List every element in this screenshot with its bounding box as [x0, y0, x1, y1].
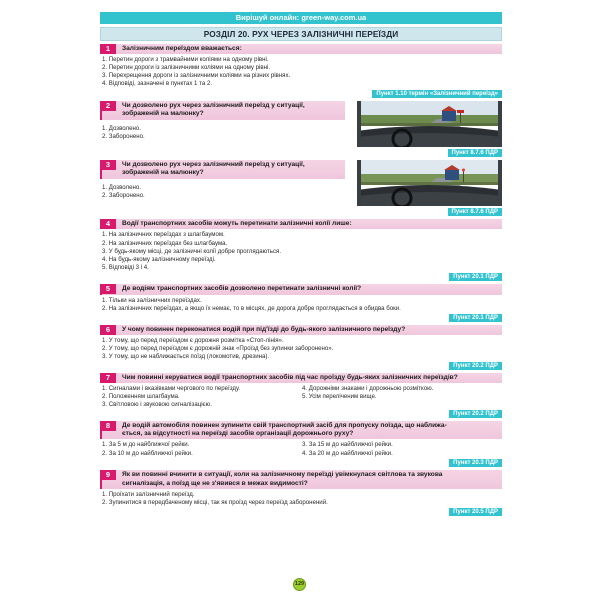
question-header	[100, 470, 502, 488]
answer-option[interactable]: 2. Зупинитися в передбаченому місці, так як проїзд через переїзд заборонений.	[102, 498, 328, 506]
question-number: 8	[100, 421, 116, 431]
crossing-photo-image	[357, 101, 502, 147]
question-text: Чи дозволено рух через залізничний переїзд у ситуації, зображеній на малюнку?	[122, 161, 305, 177]
section-title: РОЗДІЛ 20. РУХ ЧЕРЕЗ ЗАЛІЗНИЧНІ ПЕРЕЇЗДИ	[100, 27, 502, 41]
crossing-photo-image	[357, 160, 502, 206]
rule-reference[interactable]: Пункт 20.2 ПДР	[449, 410, 502, 418]
rule-reference[interactable]: Пункт 20.1 ПДР	[449, 314, 502, 322]
question-6	[100, 325, 502, 370]
question-header	[100, 284, 502, 294]
answer-option[interactable]: 3. У тому, що не наближається поїзд (локомотив, дрезина).	[102, 353, 270, 360]
answer-option[interactable]: 1. Перетин дороги з трамвайними коліями на одному рівні.	[102, 56, 269, 64]
question-number: 9	[100, 470, 116, 480]
question-text: Де водіям транспортних засобів дозволено перетинати залізничні колії?	[122, 285, 362, 293]
answer-option[interactable]: 3. Світловою і звуковою сигналізацією.	[102, 401, 212, 409]
question-3	[100, 160, 502, 216]
question-text: Чим повинні керуватися водії транспортних засобів під час проїзду будь-яких залізничних переїздів?	[122, 373, 458, 381]
answer-option[interactable]: 1. Проїхати залізничний переїзд.	[102, 490, 195, 498]
answer-option[interactable]: 2. Перетин дороги із залізничними коліями на одному рівні.	[102, 64, 271, 72]
answer-option[interactable]: 1. За 5 м до найближчої рейки.	[102, 441, 190, 449]
answer-option[interactable]: 4. Дорожніми знаками і дорожньою розміткою.	[302, 385, 434, 393]
question-text: Залізничним переїздом вважається:	[122, 45, 242, 52]
question-number: 2	[100, 101, 116, 111]
answer-option[interactable]: 2. За 10 м до найближчої рейки.	[102, 449, 193, 457]
answer-option[interactable]: 2. Положенням шлагбаума.	[102, 393, 180, 401]
answer-option[interactable]: 3. У будь-якому місці, де залізничні колії добре проглядаються.	[102, 247, 282, 255]
rule-reference[interactable]: Пункт 1.10 термін «Залізничний переїзд»	[372, 90, 502, 98]
question-number: 1	[100, 44, 116, 54]
question-number: 3	[100, 160, 116, 170]
question-header	[100, 44, 502, 54]
rule-reference[interactable]: Пункт 20.5 ПДР	[449, 508, 502, 516]
question-text: У чому повинен переконатися водій при під'їзді до будь-якого залізничного переїзду?	[122, 325, 406, 333]
answer-option[interactable]: 2. На залізничних переїздах без шлагбаума.	[102, 239, 228, 247]
answer-option[interactable]: 1. Сигналами і вказівками чергового по переїзду.	[102, 385, 241, 393]
question-5	[100, 284, 502, 321]
question-number: 6	[100, 325, 116, 335]
question-text: Чи дозволено рух через залізничний переїзд у ситуації, зображеній на малюнку?	[122, 102, 305, 118]
rule-reference[interactable]: Пункт 8.7.6 ПДР	[448, 208, 502, 216]
question-4	[100, 219, 502, 281]
answer-option[interactable]: 2. У тому, що перед переїздом є дорожній знак «Проїзд без зупинки заборонено».	[102, 344, 334, 352]
rule-reference[interactable]: Пункт 8.7.6 ПДР	[448, 149, 502, 157]
question-text: Як ви повинні вчинити в ситуації, коли на залізничному переїзді увімкнулася світлова та звукова сигналізація, а поїзд ще не з'явився в межах видимості?	[122, 471, 443, 487]
answer-option[interactable]: 3. За 15 м до найближчої рейки.	[302, 441, 393, 449]
answer-option[interactable]: 2. Заборонено.	[102, 132, 145, 140]
question-text: Де водій автомобіля повинен зупинити свій транспортний засіб для пропуску поїзда, що наближа- ється, за відсутності на переїзді засобів організації дорожнього руху?	[122, 422, 447, 438]
question-2	[100, 101, 502, 157]
answer-list	[100, 335, 502, 361]
answer-option[interactable]: 2. Заборонено.	[102, 191, 145, 199]
question-8	[100, 421, 502, 467]
answer-option[interactable]: 1. У тому, що перед переїздом є дорожня розмітка «Стоп-лінія».	[102, 336, 284, 344]
question-9	[100, 470, 502, 515]
answer-option[interactable]: 4. За 20 м до найближчої рейки.	[302, 449, 393, 457]
page-number-badge: 129	[293, 578, 306, 591]
rule-reference[interactable]: Пункт 20.2 ПДР	[449, 362, 502, 370]
online-banner[interactable]: Вирішуй онлайн: green-way.com.ua	[100, 12, 502, 24]
question-header	[100, 101, 345, 119]
question-header	[100, 160, 345, 178]
answer-list	[100, 439, 502, 457]
answer-option[interactable]: 2. На залізничних переїздах, а якщо їх немає, то в місцях, де дорога добре проглядається в обидва боки.	[102, 304, 401, 312]
page	[100, 12, 502, 516]
question-header	[100, 219, 502, 229]
answer-option[interactable]: 1. Дозволено.	[102, 183, 141, 191]
answer-list	[100, 383, 502, 409]
answer-list	[100, 295, 502, 313]
question-header	[100, 373, 502, 383]
answer-option[interactable]: 4. Відповіді, зазначені в пунктах 1 та 2.	[102, 80, 213, 88]
answer-option[interactable]: 3. Перехрещення дороги із залізничними коліями на різних рівнях.	[102, 72, 291, 80]
answer-option[interactable]: 1. Тільки на залізничних переїздах.	[102, 296, 202, 304]
answer-list	[100, 229, 502, 271]
question-number: 4	[100, 219, 116, 229]
question-number: 7	[100, 373, 116, 383]
question-header	[100, 421, 502, 439]
question-number: 5	[100, 284, 116, 294]
answer-option[interactable]: 1. На залізничних переїздах з шлагбаумом.	[102, 231, 225, 239]
answer-option[interactable]: 4. На будь-якому залізничному переїзді.	[102, 255, 216, 263]
answer-list	[100, 54, 502, 88]
rule-reference[interactable]: Пункт 20.1 ПДР	[449, 273, 502, 281]
answer-option[interactable]: 5. Відповіді 3 і 4.	[102, 263, 149, 271]
question-header	[100, 325, 502, 335]
answer-option[interactable]: 1. Дозволено.	[102, 124, 141, 132]
question-7	[100, 373, 502, 418]
rule-reference[interactable]: Пункт 20.3 ПДР	[449, 459, 502, 467]
answer-list	[100, 489, 502, 507]
question-1	[100, 44, 502, 98]
answer-option[interactable]: 5. Усім переліченим вище.	[302, 393, 377, 401]
question-text: Водії транспортних засобів можуть перетинати залізничні колії лише:	[122, 220, 352, 228]
